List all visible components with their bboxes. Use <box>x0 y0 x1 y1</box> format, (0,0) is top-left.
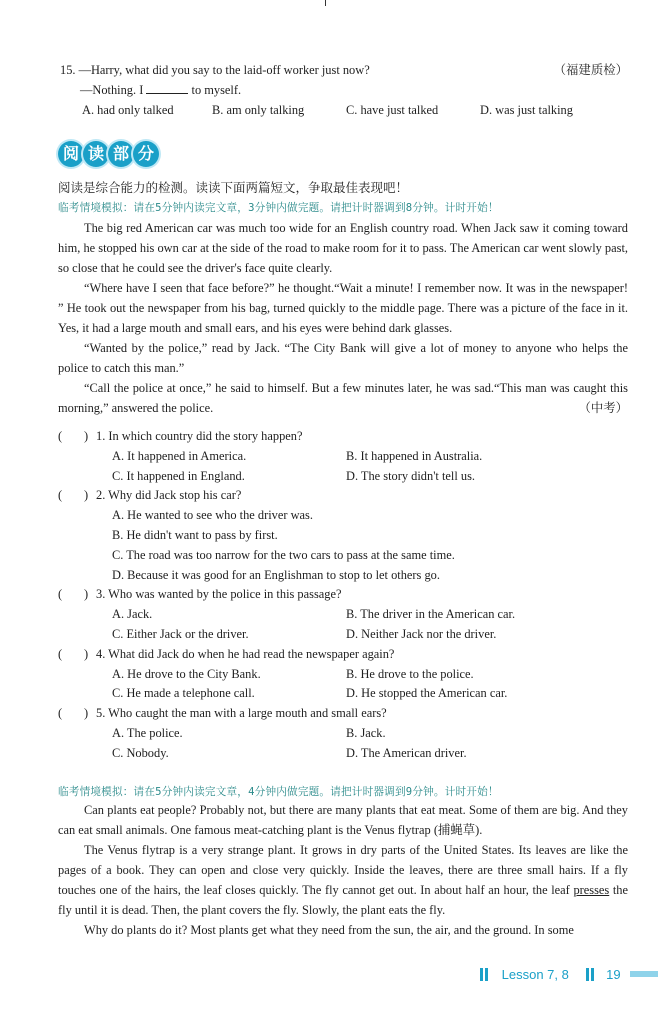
options-row <box>58 466 628 486</box>
option-c: C. It happened in England. <box>112 468 245 483</box>
option-b: B. am only talking <box>212 103 305 117</box>
footer-strip <box>630 971 658 977</box>
question-15-text: 15. —Harry, what did you say to the laid-off worker just now? <box>60 63 370 77</box>
passage-1 <box>58 218 628 418</box>
footer-bar-icon <box>591 968 594 981</box>
options-row <box>58 446 628 466</box>
option-d: D. Because it was good for an Englishman to stop to let others go. <box>112 567 440 582</box>
options-row <box>58 624 628 644</box>
section-intro <box>58 178 630 218</box>
option-c: C. He made a telephone call. <box>112 686 255 701</box>
option-b: B. Jack. <box>346 725 386 740</box>
option-d: D. He stopped the American car. <box>346 686 508 701</box>
question-15-options <box>60 100 628 120</box>
answer-bracket-close: ) <box>84 646 89 661</box>
paragraph: “Call the police at once,” he said to himself. But a few minutes later, he was sad.“This man was caught this morning,” answered the police. <box>58 381 628 415</box>
scenario-instruction-2: 临考情境模拟：请在5分钟内读完文章，4分钟内做完题。请把计时器调到9分钟。计时开始！ <box>58 786 499 798</box>
option-b: B. The driver in the American car. <box>346 607 516 622</box>
passage-2 <box>58 800 628 940</box>
option-a: A. He wanted to see who the driver was. <box>112 508 313 523</box>
paragraph: Why do plants do it? Most plants get what they need from the sun, the air, and the ground. In some <box>84 923 574 937</box>
options-row <box>58 505 628 525</box>
page-top-mark <box>325 0 326 6</box>
question-15-source: （福建质检） <box>553 63 628 77</box>
answer-blank[interactable] <box>146 81 188 94</box>
option-a: A. Jack. <box>112 607 153 622</box>
question-text: 4. What did Jack do when he had read the newspaper again? <box>96 646 395 661</box>
paragraph <box>58 840 628 920</box>
question-item <box>58 584 628 604</box>
question-item <box>58 485 628 505</box>
answer-bracket-open[interactable]: ( <box>58 706 63 721</box>
paragraph: Can plants eat people? Probably not, but there are many plants that eat meat. Some of them are big. And they can eat small animals. One famous meat-catching plant is the Venus flytrap (捕蝇草). <box>58 803 628 837</box>
question-text: 3. Who was wanted by the police in this passage? <box>96 587 342 602</box>
question-15-dialogue <box>60 80 628 100</box>
options-row <box>58 565 628 585</box>
option-b: B. He didn't want to pass by first. <box>112 527 278 542</box>
option-d: D. Neither Jack nor the driver. <box>346 626 497 641</box>
answer-bracket-close: ) <box>84 488 89 503</box>
page-number: 19 <box>606 967 621 982</box>
option-a: A. had only talked <box>82 103 174 117</box>
paragraph: The big red American car was much too wide for an English country road. When Jack saw it coming toward him, he stopped his own car at the side of the road to make room for it to pass. The American car went slowly past, so close that he could see the driver's face quite clearly. <box>58 221 628 275</box>
footer-bar-icon <box>480 968 483 981</box>
options-row <box>58 683 628 703</box>
banner-char: 读 <box>83 141 109 167</box>
options-row <box>58 723 628 743</box>
question-item <box>58 644 628 664</box>
answer-bracket-open[interactable]: ( <box>58 429 63 443</box>
lesson-label: Lesson 7, 8 <box>501 967 569 982</box>
section-banner <box>58 141 158 171</box>
paragraph-text-end: the fly until it is dead. Then, the plant covers the fly. Slowly, the plant eats the fly. <box>58 883 628 917</box>
paragraph: “Where have I seen that face before?” he thought.“Wait a minute! I remember now. It was in the newspaper! ” He took out the newspaper from his bag, turned quickly to the middle page. There was a picture of the face in it. Yes, it had a large mouth and small ears, and his eyes were behind dark glasses. <box>58 281 628 335</box>
footer-bar-icon <box>586 968 589 981</box>
passage-source: （中考） <box>578 401 628 415</box>
page-footer <box>480 966 658 984</box>
option-c: C. Nobody. <box>112 745 169 760</box>
question-item <box>58 703 628 723</box>
question-15-reply-start: —Nothing. I <box>80 83 144 97</box>
option-c: C. Either Jack or the driver. <box>112 626 249 641</box>
options-row <box>58 743 628 763</box>
option-a: A. He drove to the City Bank. <box>112 666 261 681</box>
question-text: 5. Who caught the man with a large mouth and small ears? <box>96 706 387 721</box>
question-15 <box>60 60 628 120</box>
option-a: A. The police. <box>112 725 183 740</box>
option-a: A. It happened in America. <box>112 448 247 463</box>
options-row <box>58 604 628 624</box>
banner-char: 阅 <box>58 141 84 167</box>
banner-char: 分 <box>133 141 159 167</box>
answer-bracket-close: ) <box>84 429 89 443</box>
option-d: D. was just talking <box>480 103 573 117</box>
footer-bar-icon <box>485 968 488 981</box>
options-row <box>58 664 628 684</box>
option-d: D. The American driver. <box>346 745 467 760</box>
option-c: C. The road was too narrow for the two cars to pass at the same time. <box>112 547 455 562</box>
answer-bracket-close: ) <box>84 706 89 721</box>
paragraph: “Wanted by the police,” read by Jack. “The City Bank will give a lot of money to anyone who helps the police to catch this man.” <box>58 341 628 375</box>
underlined-word: presses <box>573 883 610 897</box>
question-15-reply-end: to myself. <box>191 83 242 97</box>
question-item <box>58 426 628 446</box>
options-row <box>58 525 628 545</box>
question-text: 2. Why did Jack stop his car? <box>96 488 242 503</box>
option-c: C. have just talked <box>346 103 439 117</box>
banner-char: 部 <box>108 141 134 167</box>
scenario-instruction-1: 临考情境模拟：请在5分钟内读完文章，3分钟内做完题。请把计时器调到8分钟。计时开始！ <box>58 202 499 214</box>
paragraph-text: The Venus flytrap is a very strange plant. It grows in dry parts of the United States. Its leaves are like the pages of a book. They can open and close very quickly. Inside the leaves, there are three small hairs. If a fly touches one of the hairs, the leaf closes quickly. The fly cannot get out. In about half an hour, the leaf <box>58 843 628 897</box>
options-row <box>58 545 628 565</box>
option-b: B. He drove to the police. <box>346 666 474 681</box>
answer-bracket-open[interactable]: ( <box>58 488 63 503</box>
answer-bracket-open[interactable]: ( <box>58 646 63 661</box>
question-text: 1. In which country did the story happen? <box>96 429 303 443</box>
option-d: D. The story didn't tell us. <box>346 468 476 483</box>
answer-bracket-open[interactable]: ( <box>58 587 63 602</box>
option-b: B. It happened in Australia. <box>346 448 483 463</box>
answer-bracket-close: ) <box>84 587 89 602</box>
intro-text: 阅读是综合能力的检测。读读下面两篇短文，争取最佳表现吧！ <box>58 180 409 195</box>
question-list <box>58 426 628 763</box>
question-15-stem <box>60 60 628 80</box>
